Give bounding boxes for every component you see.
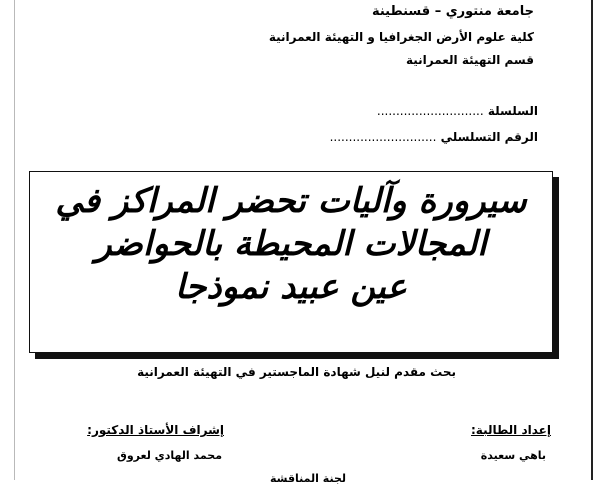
title-line-2: المجالات المحيطة بالحواضر — [95, 224, 487, 264]
student-label: إعداد الطالبة: — [471, 423, 551, 437]
series-field — [377, 104, 538, 118]
series-label: السلسلة — [487, 104, 538, 118]
faculty-name: كلية علوم الأرض الجغرافيا و التهيئة العمرانية — [268, 30, 534, 44]
page-border-left — [14, 0, 15, 480]
title-line-3: عين عبيد نموذجا — [175, 267, 407, 307]
committee-heading-partial: لجنة المناقشة — [269, 472, 346, 485]
university-name: جامعة منتوري – قسنطينة — [371, 4, 534, 19]
serial-field — [330, 130, 538, 144]
department-name: قسم التهيئة العمرانية — [405, 53, 534, 67]
thesis-title-box — [29, 171, 553, 353]
serial-dots: ............................ — [329, 130, 437, 144]
student-name: باهي سعيدة — [480, 449, 546, 462]
thesis-subtitle: بحث مقدم لنيل شهادة الماجستير في التهيئة العمرانية — [137, 365, 456, 379]
series-dots: ............................ — [376, 104, 484, 118]
serial-label: الرقم التسلسلي — [440, 130, 538, 144]
supervisor-label: إشراف الأستاذ الدكتور: — [87, 423, 224, 437]
supervisor-name: محمد الهادي لعروق — [117, 449, 222, 462]
page-border-right — [591, 0, 593, 480]
title-line-1: سيرورة وآليات تحضر المراكز في — [55, 181, 527, 221]
